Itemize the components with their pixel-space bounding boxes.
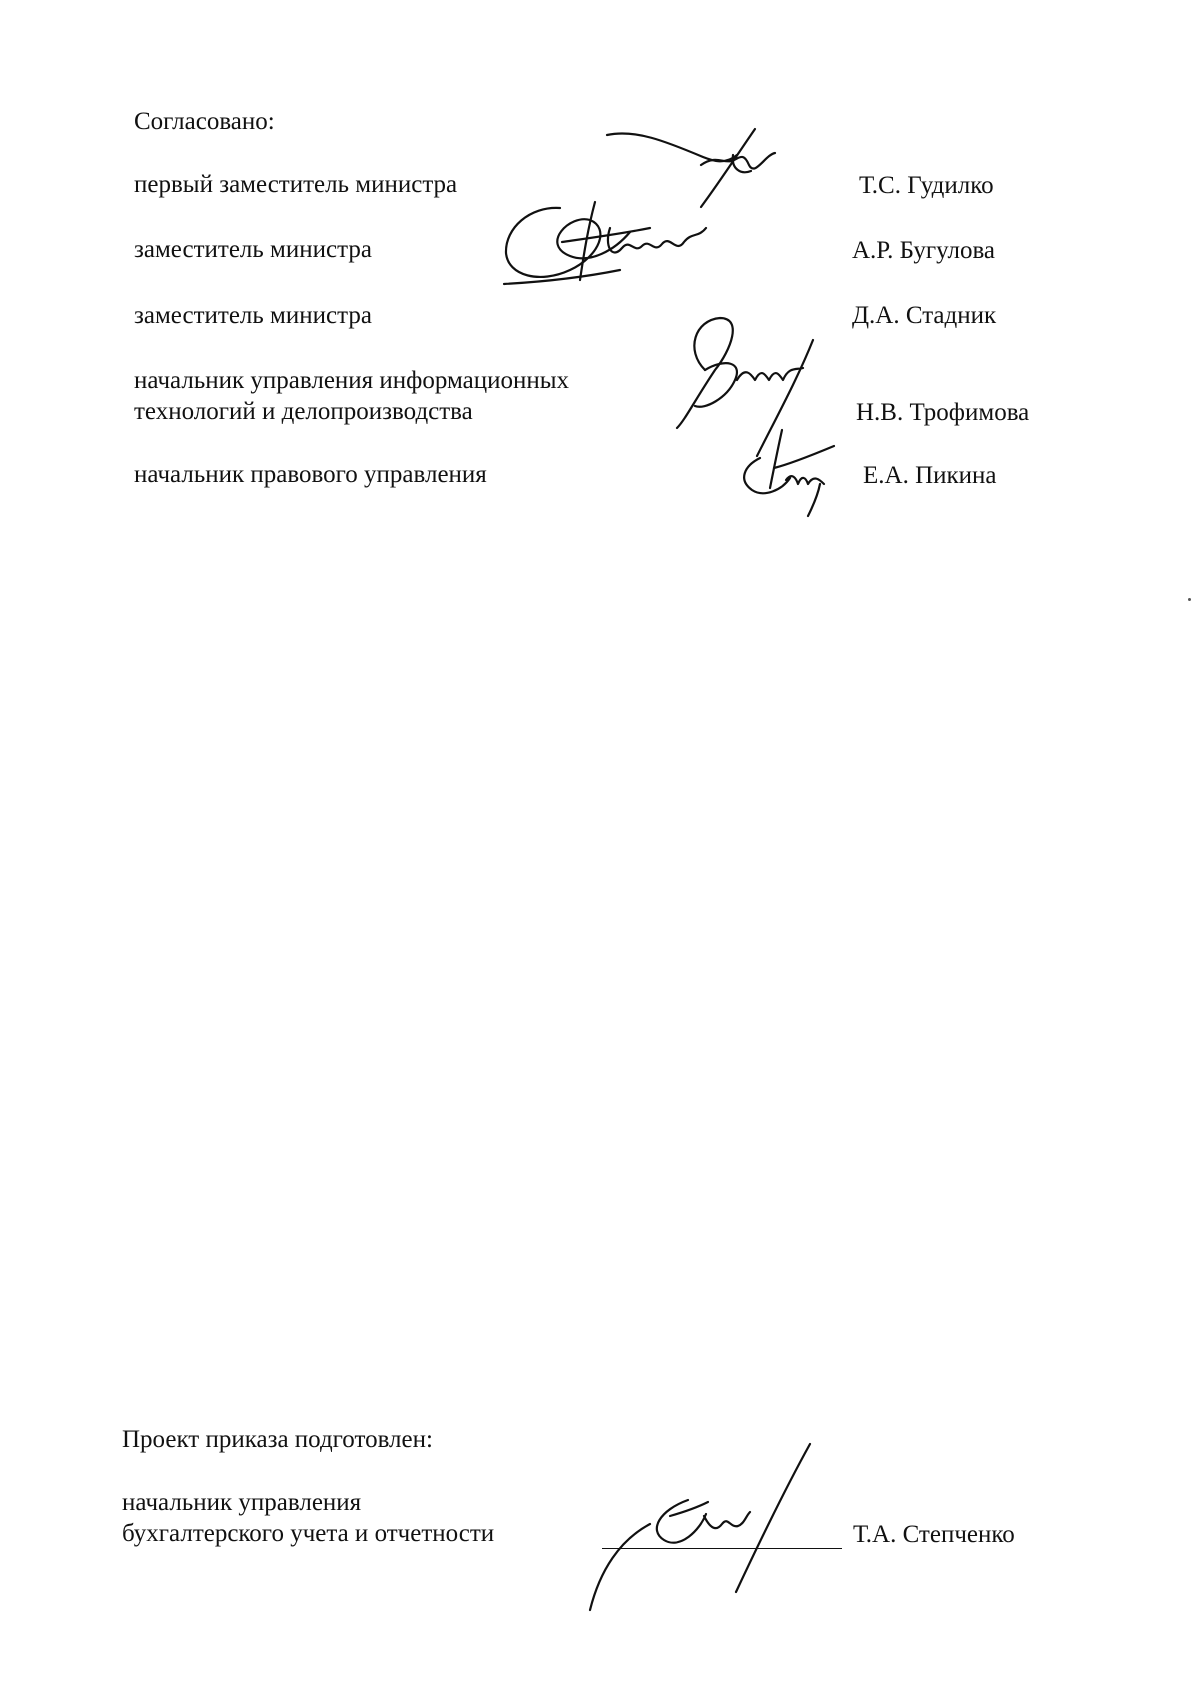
approver-5-position: начальник правового управления: [134, 461, 487, 488]
approver-3-name: Д.А. Стадник: [852, 302, 997, 329]
approver-2-position: заместитель министра: [134, 236, 372, 263]
approver-4-position-line2: технологий и делопроизводства: [134, 398, 473, 425]
approver-1-position: первый заместитель министра: [134, 171, 458, 198]
approver-5-name: Е.А. Пикина: [863, 462, 997, 489]
preparer-name: Т.А. Степченко: [853, 1521, 1015, 1548]
scan-speck: [1188, 598, 1191, 601]
preparer-position-line2: бухгалтерского учета и отчетности: [122, 1520, 495, 1547]
approver-1-name: Т.С. Гудилко: [859, 172, 994, 199]
approver-3-position: заместитель министра: [134, 302, 372, 329]
approver-2-name: А.Р. Бугулова: [852, 237, 996, 264]
prepared-heading: Проект приказа подготовлен:: [122, 1426, 433, 1453]
signature-pikina: [730, 428, 850, 518]
signature-stepchenko: [560, 1420, 830, 1620]
approver-4-name: Н.В. Трофимова: [856, 399, 1030, 426]
signature-bugulova: [500, 198, 710, 288]
approval-heading: Согласовано:: [134, 108, 275, 135]
preparer-position-line1: начальник управления: [122, 1489, 362, 1516]
approver-4-position-line1: начальник управления информационных: [134, 367, 570, 394]
